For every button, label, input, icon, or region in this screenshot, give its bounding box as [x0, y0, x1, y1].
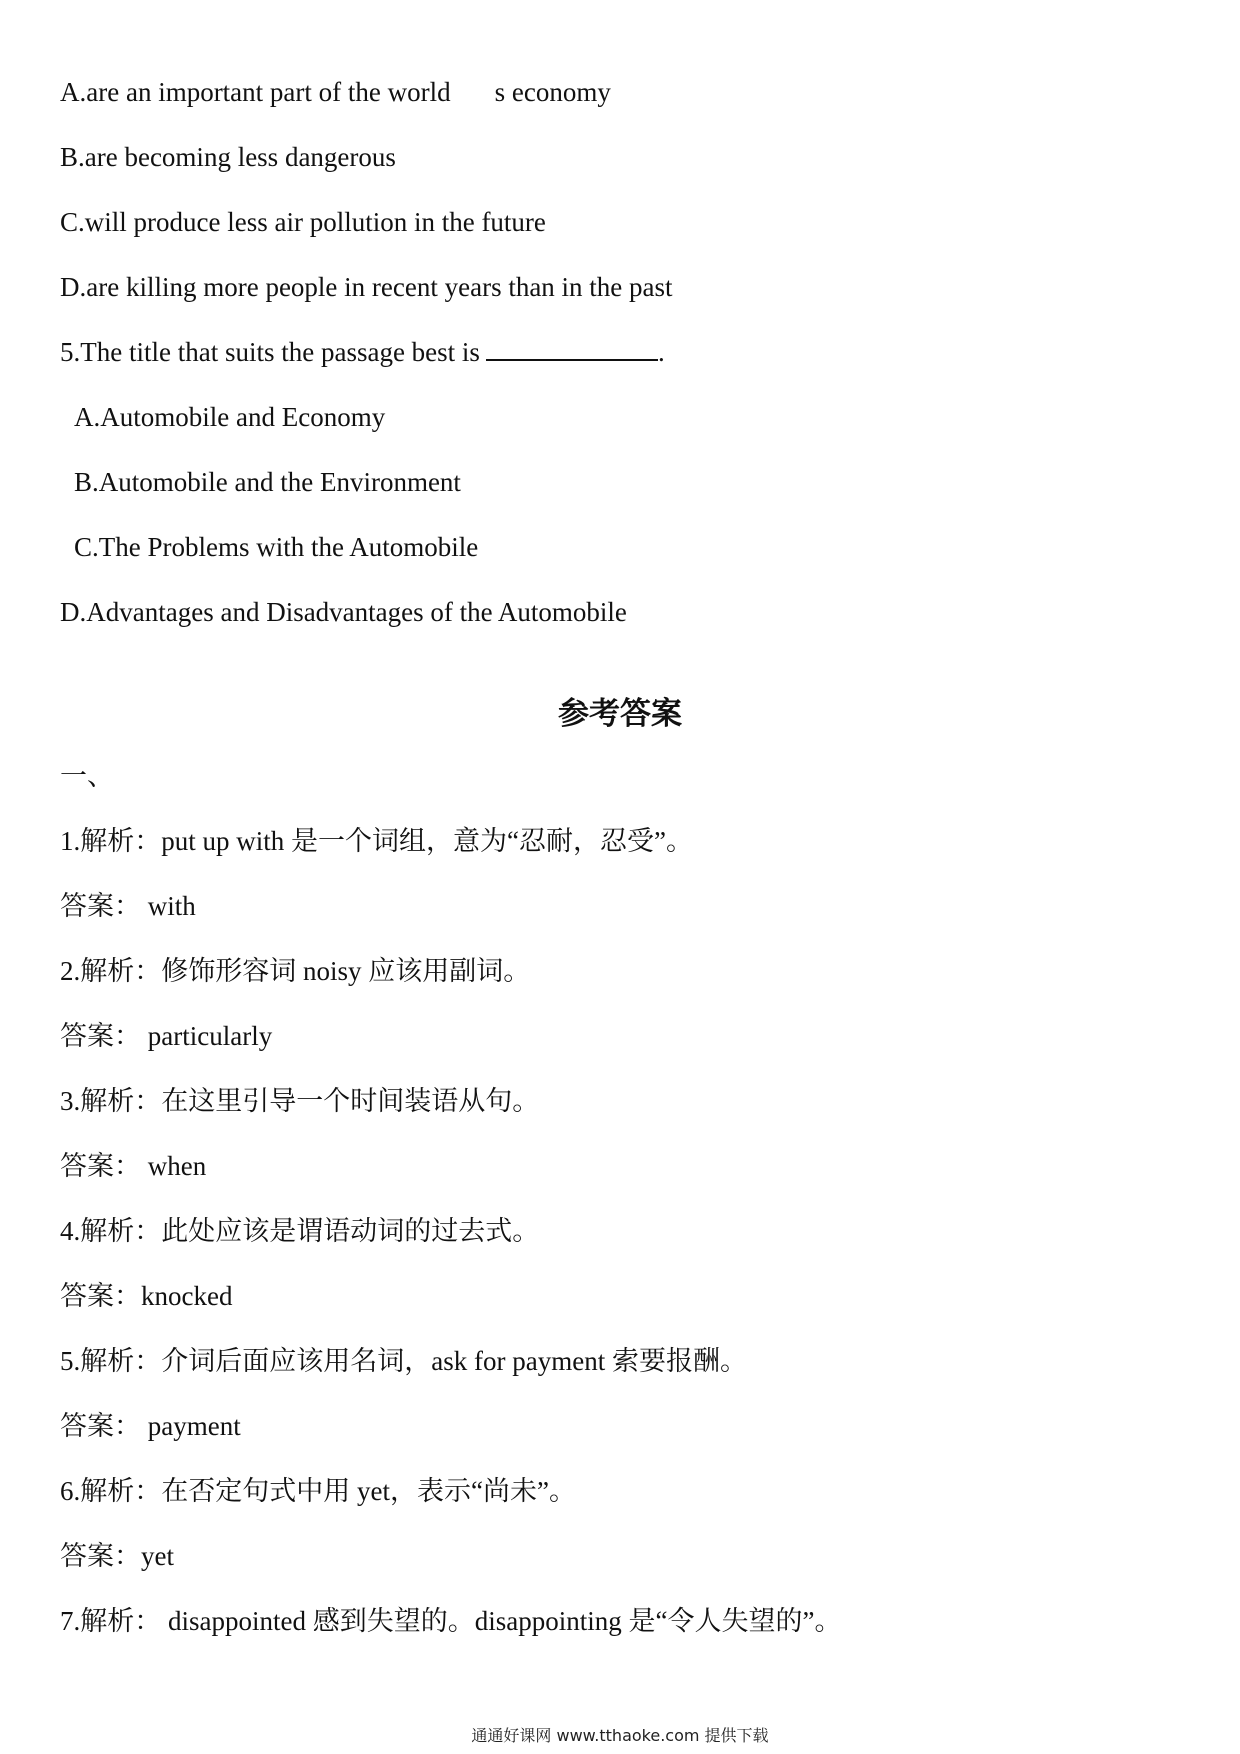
- q4-option-d: D.are killing more people in recent years than in the past: [60, 272, 673, 302]
- q5-option-b: B.Automobile and the Environment: [74, 467, 461, 497]
- q4-option-c: C.will produce less air pollution in the future: [60, 207, 546, 237]
- section-label: 一、: [60, 761, 114, 791]
- answer-4: 答案：knocked: [60, 1281, 233, 1311]
- q5-option-a: A.Automobile and Economy: [74, 402, 386, 432]
- analysis-7: 7.解析： disappointed 感到失望的。disappointing 是“令人失望的”。: [60, 1606, 842, 1636]
- answers-heading: 参考答案: [558, 696, 682, 732]
- q5-prompt: [60, 336, 665, 368]
- answer-blank: [486, 337, 658, 361]
- q4-option-a-text: A.are an important part of the world: [60, 77, 451, 107]
- q4-option-b: B.are becoming less dangerous: [60, 142, 396, 172]
- analysis-3: 3.解析：在这里引导一个时间装语从句。: [60, 1086, 540, 1116]
- analysis-2: 2.解析：修饰形容词 noisy 应该用副词。: [60, 956, 531, 986]
- q4-option-a-text-end: s economy: [494, 77, 611, 107]
- answer-6: 答案：yet: [60, 1541, 174, 1571]
- q5-prompt-text: 5.The title that suits the passage best is: [60, 337, 480, 367]
- page-footer: 通通好课网 www.tthaoke.com 提供下载: [471, 1726, 769, 1745]
- answer-2: 答案： particularly: [60, 1021, 273, 1051]
- q5-option-d: D.Advantages and Disadvantages of the Automobile: [60, 597, 627, 627]
- answer-1: 答案： with: [60, 891, 196, 921]
- answer-5: 答案： payment: [60, 1411, 241, 1441]
- analysis-5: 5.解析：介词后面应该用名词，ask for payment 索要报酬。: [60, 1346, 747, 1376]
- analysis-1: 1.解析：put up with 是一个词组，意为“忍耐，忍受”。: [60, 826, 693, 856]
- q5-prompt-end: .: [657, 337, 665, 367]
- q5-option-c: C.The Problems with the Automobile: [74, 532, 479, 562]
- analysis-4: 4.解析：此处应该是谓语动词的过去式。: [60, 1216, 540, 1246]
- answer-3: 答案： when: [60, 1151, 207, 1181]
- q4-option-a: [60, 76, 611, 108]
- analysis-6: 6.解析：在否定句式中用 yet，表示“尚未”。: [60, 1476, 576, 1506]
